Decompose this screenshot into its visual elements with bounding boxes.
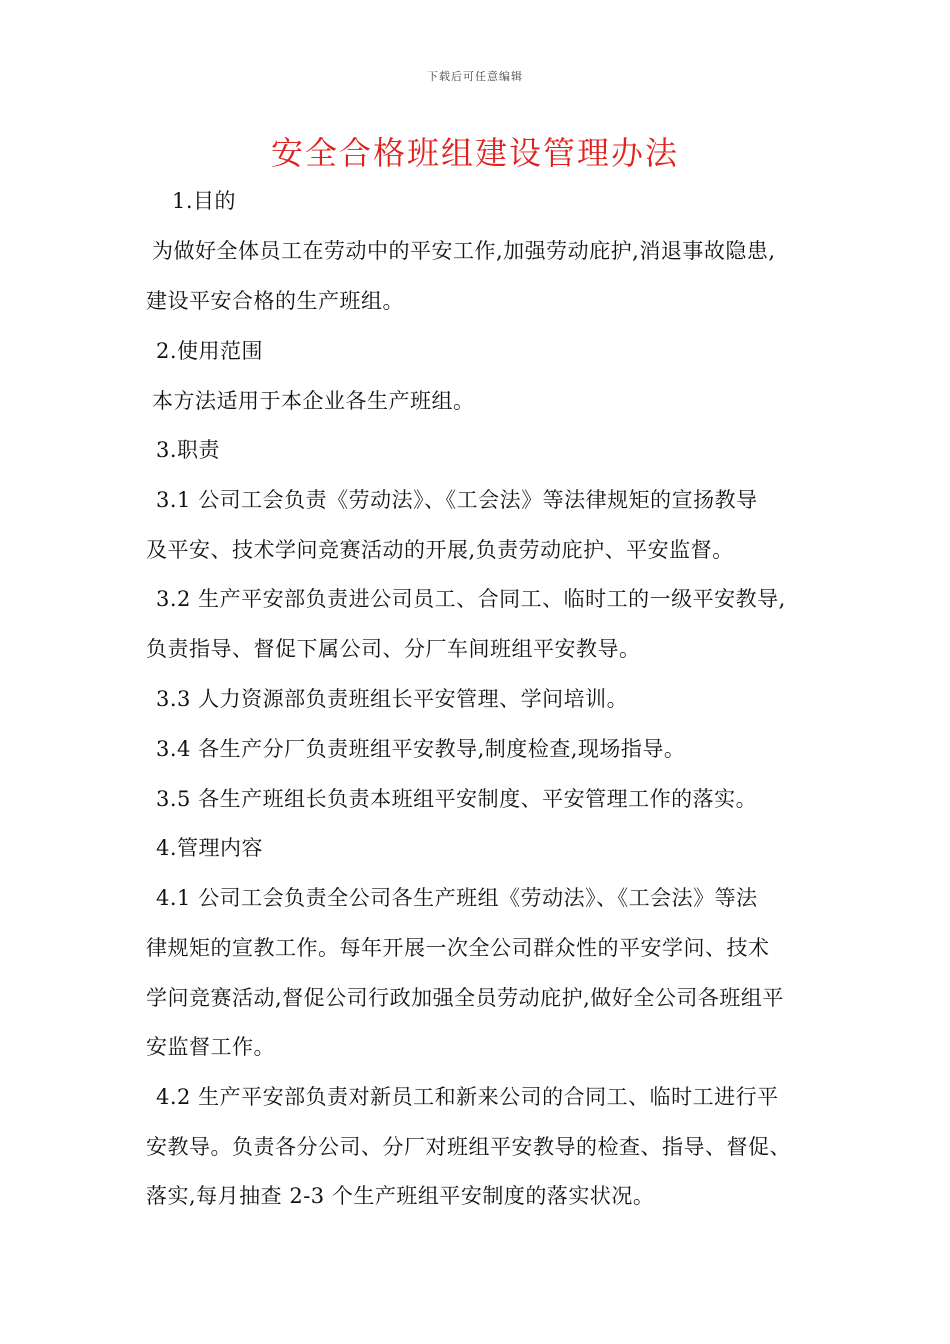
paragraph-line: 落实,每月抽查 2-3 个生产班组平安制度的落实状况。 bbox=[146, 1184, 655, 1208]
paragraph-line: 3.2 生产平安部负责进公司员工、合同工、临时工的一级平安教导, bbox=[156, 587, 786, 611]
paragraph-line: 负责指导、督促下属公司、分厂车间班组平安教导。 bbox=[146, 637, 641, 661]
paragraph-line: 4.1 公司工会负责全公司各生产班组《劳动法》、《工会法》等法 bbox=[156, 886, 758, 910]
paragraph-line: 及平安、技术学问竞赛活动的开展,负责劳动庇护、平安监督。 bbox=[146, 538, 734, 562]
paragraph-line: 学问竞赛活动,督促公司行政加强全员劳动庇护,做好全公司各班组平 bbox=[146, 986, 784, 1010]
paragraph-line: 4.2 生产平安部负责对新员工和新来公司的合同工、临时工进行平 bbox=[156, 1085, 779, 1109]
section-heading: 4.管理内容 bbox=[156, 836, 264, 860]
paragraph-line: 3.1 公司工会负责《劳动法》、《工会法》等法律规矩的宣扬教导 bbox=[156, 488, 758, 512]
section-heading: 3.职责 bbox=[156, 438, 221, 462]
paragraph-line: 本方法适用于本企业各生产班组。 bbox=[152, 389, 475, 413]
paragraph-line: 律规矩的宣教工作。每年开展一次全公司群众性的平安学问、技术 bbox=[146, 936, 770, 960]
paragraph-line: 安监督工作。 bbox=[146, 1035, 275, 1059]
document-title: 安全合格班组建设管理办法 bbox=[270, 134, 679, 172]
paragraph-line: 3.5 各生产班组长负责本班组平安制度、平安管理工作的落实。 bbox=[156, 787, 758, 811]
paragraph-line: 安教导。负责各分公司、分厂对班组平安教导的检查、指导、督促、 bbox=[146, 1135, 791, 1159]
paragraph-line: 3.3 人力资源部负责班组长平安管理、学问培训。 bbox=[156, 687, 629, 711]
paragraph-line: 为做好全体员工在劳动中的平安工作,加强劳动庇护,消退事故隐患, bbox=[152, 239, 776, 263]
section-heading: 1.目的 bbox=[172, 189, 237, 213]
section-heading: 2.使用范围 bbox=[156, 339, 264, 363]
paragraph-line: 建设平安合格的生产班组。 bbox=[146, 289, 404, 313]
paragraph-line: 3.4 各生产分厂负责班组平安教导,制度检查,现场指导。 bbox=[156, 737, 686, 761]
header-note: 下载后可任意编辑 bbox=[427, 70, 523, 83]
